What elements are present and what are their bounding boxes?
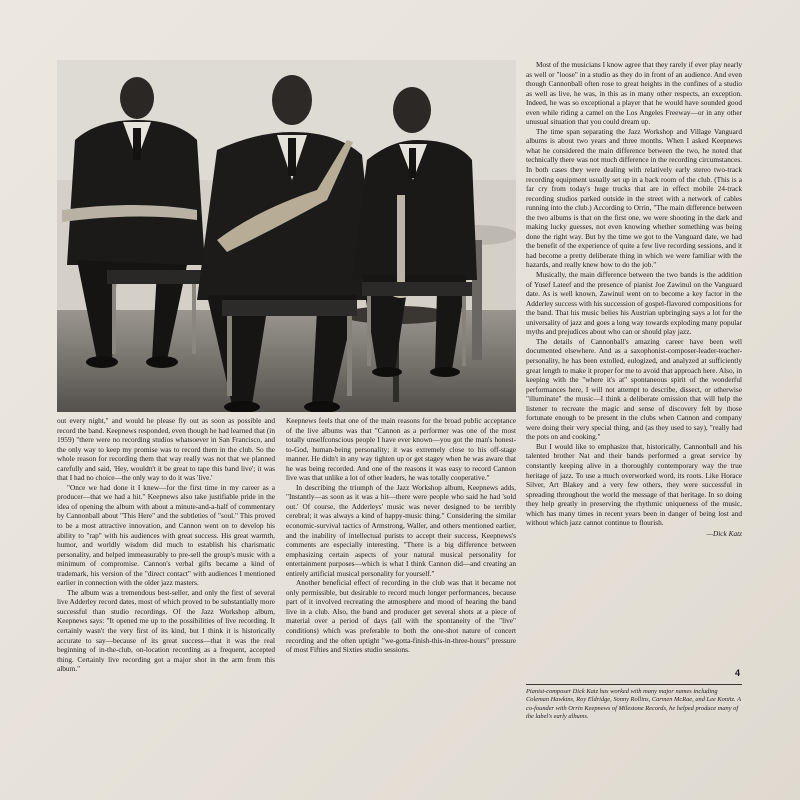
page-number: 4 <box>735 668 741 678</box>
right-text-column <box>526 60 742 680</box>
paragraph: Musically, the main difference between the two bands is the addition of Yusef Lateef and the presence of pianist Joe Zawinul on the Vanguard date. As is well known, Zawinul went on to become a key factor in the Adderley success with his succession of gospel-flavored compositions for the band. That his music belies his Austrian upbringing says a lot for the universality of jazz and goes a long way towards exploding many popular myths and prejudices about who can or should play jazz. <box>526 270 742 337</box>
footnote-divider <box>526 684 742 685</box>
left-text-column <box>57 416 275 746</box>
paragraph: Most of the musicians I know agree that they rarely if ever play nearly as well or "loose" in a studio as they do in front of an audience. And even though Cannonball often rose to great heights in the confines of a studio as well as live, he was, in this as in many other respects, an exception. Indeed, he was so exceptional a player that he would have sounded good even while riding a camel on the Los Angeles Freeway—or in any other unusual situation that you could dream up. <box>526 60 742 127</box>
paragraph: In describing the triumph of the Jazz Workshop album, Keepnews adds, "Instantly—as soon as it was a hit—there were people who said he had 'sold out.' Of course, the Adderleys' music was never designed to be terribly cerebral; it was always a kind of happy-music thing." Considering the similar economic-survival tactics of Armstrong, Waller, and others mentioned earlier, and the inability of intellectual purists to accept their success, Keepnews's comments are especially interesting. "There is a big difference between emphasizing certain aspects of your natural musical personality for entertainment purposes—which is what I think Cannon did—and creating an entirely artificial musical personality for yourself." <box>286 482 516 578</box>
paragraph: But I would like to emphasize that, historically, Cannonball and his talented brother Nat and their bands performed a great service by constantly keeping alive in a thoroughly contemporary way the true heritage of jazz. To use a much overworked word, its roots. Like Horace Silver, Art Blakey and a very few others, they were successful in spreading throughout the world the message of that heritage. In so doing they help greatly in preserving the rhythmic uniqueness of the music, which has many times in recent years been in danger of being lost and without which jazz cannot continue to flourish. <box>526 441 742 528</box>
paragraph: Keepnews feels that one of the main reasons for the broad public acceptance of the live albums was that "Cannon as a performer was one of the most totally unselfconscious people I have ever known—you got the man's honest-to-God, human-being personality; it was extremely close to his off-stage manner. He didn't in any way tighten up or get stagey when he was aware that he was being recorded. And one of the reasons it was easy to record Cannon live was that unlike a lot of other leaders, he was totally cooperative." <box>286 416 516 483</box>
paragraph: The details of Cannonball's amazing career have been well documented elsewhere. And as a saxophonist-composer-leader-teacher-personality, he has been extolled, eulogized, and analyzed at sufficiently great length to make it proper for me to avoid that approach here. Also, in keeping with the "where it's at" spontaneous spirit of the wonderful performances here, I will not attempt to describe, dissect, or otherwise "illuminate" the music—I think a deliberate omission that will help the listener to recreate the magic and sense of discovery felt by those fortunate enough to be present in the clubs when Cannon and company were doing their very special thing, and (as they used to say), "really had the pots on and cooking." <box>526 336 742 442</box>
paragraph: The time span separating the Jazz Workshop and Village Vanguard albums is about two years and three months. When I asked Keepnews what he considered the main difference between the two, he noted that technically there was not much difference in the recording circumstances. In both cases they were dealing with relatively early stereo two-track recording equipment usually set up in a back room of the club. (This is a far cry from today's huge trucks that are in effect mobile 24-track recording studios parked outside in the street with a network of cables running into the club.) According to Orrin, "The main difference between the two albums is that on the first one, we were shooting in the dark and making lucky guesses, not even knowing whether something was being done the right way. But by the time we got to the Vanguard date, we had the benefit of the experience of quite a few live recording sessions, and it had become a pretty deliberate thing in which we were familiar with the hazards, and really knew how to do the job." <box>526 126 742 270</box>
author-footnote: Pianist-composer Dick Katz has worked with many major names including Coleman Hawkins, Roy Eldridge, Sonny Rollins, Carmen McRae, and Lee Konitz. A co-founder with Orrin Keepnews of Milestone Records, he helped produce many of the label's early albums. <box>526 688 741 721</box>
band-photo <box>57 60 516 412</box>
author-signature: —Dick Katz <box>706 528 742 538</box>
paragraph: out every night," and would he please fly out as soon as possible and record the band. Keepnews responded, even though he had learned that (in 1959) "there were no recording studios whatsoever in San Francisco, and the only way to keep my promise was to record them in the club. So the whole reason for recording them that way really was not that we planned carefully and said, 'Hey, wouldn't it be great to tape this band live'; it was that I had no choice—the only way to do it was 'live.' <box>57 416 275 483</box>
paragraph: The album was a tremendous best-seller, and only the first of several live Adderley record dates, most of which proved to be substantially more successful than studio recordings. Of the Jazz Workshop album, Keepnews says: "It opened me up to the possibilities of live recording. It certainly wasn't the very first of its kind, but I think it is historically accurate to say—because of its great success—that it was the real beginning of in-the-club, on-location recording as a frequent, accepted thing. Certainly live recording got a major shot in the arm from this album." <box>57 587 275 674</box>
paragraph: "Once we had done it I knew—for the first time in my career as a producer—that we had a hit." Keepnews also take justifiable pride in the idea of opening the album with about a minute-and-a-half of commentary by Cannonball about "This Here" and the subtleties of "soul." This proved to be a most attractive innovation, and Cannon went on to develop his ability to "rap" with his audiences with great success. His great warmth, humor, and worldly wisdom did much to establish his charismatic personality, and helped immeasurably to pre-sell the group's music with a minimum of compromise. Cannon's verbal gifts became a kind of trademark, his version of the "direct contact" with audiences I mentioned earlier in connection with the older jazz masters. <box>57 482 275 588</box>
middle-text-column <box>286 416 516 746</box>
musicians-photo-image <box>57 60 516 412</box>
paragraph: Another beneficial effect of recording in the club was that it became not only permissible, but desirable to record much longer performances, because part of it involved recreating the atmosphere and mood of hearing the band live in a club. Also, the band and producer get several shots at a piece of material over a period of days (all with the spontaneity of the "live" conditions) which was preferable to both the one-shot nature of concert recording and the often uptight "we-gotta-finish-this-in-three-hours" pressure of most Fifties and Sixties studio sessions. <box>286 578 516 655</box>
